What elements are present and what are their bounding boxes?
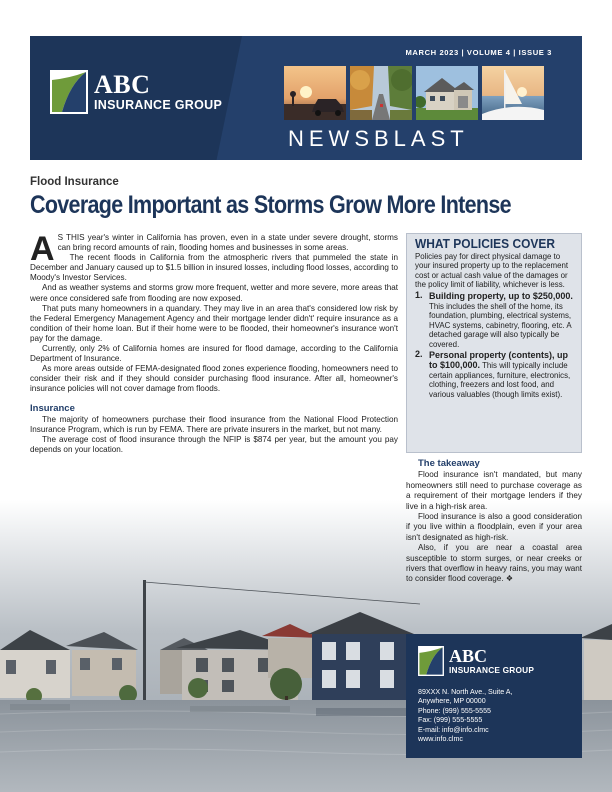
- contact-email[interactable]: E-mail: info@info.clmc: [418, 725, 489, 734]
- coverage-item: [415, 291, 573, 350]
- logo-group-text: INSURANCE GROUP: [94, 97, 223, 112]
- article-paragraph: As more areas outside of FEMA-designated flood zones experience flooding, homeowners need to consider their risk and if they should consider purchasing flood insurance. After all, homeowner's insurance policies will not cover damage from floods.: [30, 364, 398, 394]
- coverage-item-text: This will typically include certain appliances, furniture, electronics, clothing, freezers and lost food, and various valuables (though limits exist).: [429, 361, 571, 399]
- contact-fax: Fax: (999) 555-5555: [418, 716, 483, 725]
- coverage-item-text: This includes the shell of the home, its foundation, plumbing, electrical systems, HVAC systems, cabinetry, flooring, etc. A detached garage will also typically be covered.: [429, 301, 572, 349]
- article-paragraph: Currently, only 2% of California homes are insured for flood damage, according to the California Department of Insurance.: [30, 344, 398, 364]
- contact-logo-group: INSURANCE GROUP: [449, 665, 535, 675]
- coverage-list: [415, 291, 573, 400]
- takeaway-section: [406, 459, 582, 585]
- contact-address-line1: 89XXX N. North Ave., Suite A,: [418, 688, 513, 696]
- sunset-car-photo: [284, 66, 346, 120]
- house-photo: [416, 66, 478, 120]
- contact-logo-abc: ABC: [449, 646, 488, 666]
- contact-box: [406, 634, 582, 758]
- coverage-item: [415, 350, 573, 400]
- contact-website[interactable]: www.info.clmc: [418, 735, 463, 744]
- coverage-item-heading: Building property, up to $250,000.: [429, 290, 573, 301]
- article-paragraph: A S THIS year's winter in California has proven, even in a state under severe drought, storms can bring record amounts of rain, flooding homes and businesses in some areas.: [30, 230, 398, 268]
- coverage-item-number: 2.: [415, 348, 423, 359]
- article-body: [30, 230, 398, 455]
- company-logo: [50, 70, 222, 114]
- issue-line: MARCH 2023 | VOLUME 4 | ISSUE 3: [405, 48, 552, 57]
- abc-swoosh-icon: [50, 70, 88, 114]
- article-paragraph: The average cost of flood insurance through the NFIP is $874 per year, but the amount you pay depends on your location.: [30, 434, 398, 454]
- masthead-banner: [30, 36, 582, 160]
- takeaway-paragraph: Flood insurance isn't mandated, but many homeowners still need to purchase coverage as a requirement of their mortgage lenders if they live in a high-risk area.: [406, 470, 582, 511]
- article-paragraph: The recent floods in California from the atmospheric rivers that pummeled the state in December and January caused up to $1.5 billion in insured losses, including flood losses, according to Moody's Investor Services.: [30, 253, 398, 283]
- contact-logo: [418, 646, 570, 676]
- insurance-subheading: Insurance: [30, 402, 75, 414]
- takeaway-heading: The takeaway: [418, 458, 480, 469]
- contact-phone: Phone: (999) 555-5555: [418, 706, 491, 715]
- sidebar-intro: Policies pay for direct physical damage to your insured property up to the replacement cost or actual cash value of the damages or the policy limit of liability, whichever is less.: [415, 251, 569, 290]
- masthead-photo-strip: [284, 66, 544, 120]
- policies-cover-sidebar: [406, 233, 582, 453]
- takeaway-paragraph: Also, if you are near a coastal area susceptible to storm surges, or near creeks or rivers that overflow in heavy rains, you may want to consider flood coverage. ❖: [406, 543, 582, 584]
- article-paragraph: And as weather systems and storms grow more frequent, wetter and more severe, more areas that were once considered safe from flooding are now exposed.: [30, 283, 398, 303]
- article-kicker: Flood Insurance: [30, 176, 119, 188]
- sidebar-title: WHAT POLICIES COVER: [415, 236, 555, 251]
- abc-swoosh-icon: [418, 646, 444, 676]
- contact-address-line2: Anywhere, MP 00000: [418, 697, 486, 706]
- coverage-item-heading: Personal property (contents), up to $100,000.: [429, 349, 569, 371]
- sailboat-photo: [482, 66, 544, 120]
- takeaway-paragraph: Flood insurance is also a good consideration if you live within a floodplain, even if your area isn't designated as high-risk.: [406, 512, 582, 542]
- contact-details: [418, 688, 570, 744]
- article-paragraph: That puts many homeowners in a quandary. They may live in an area that's considered low risk by the Federal Emergency Management Agency and their mortgage lender didn't' require insurance as a condition of their home loan. But if their home were to be flooded, their homeowner's insurance won't pay for the damage.: [30, 303, 398, 343]
- article-paragraph: The majority of homeowners purchase their flood insurance from the National Flood Protection Insurance Program, which is run by FEMA. There are private insurers in the market, but not many.: [30, 414, 398, 434]
- drop-cap: A: [30, 230, 55, 268]
- logo-abc-text: ABC: [94, 69, 151, 99]
- article-headline: Coverage Important as Storms Grow More Intense: [30, 191, 511, 219]
- coverage-item-number: 1.: [415, 289, 423, 300]
- road-trees-photo: [350, 66, 412, 120]
- newsletter-name: NEWSBLAST: [288, 126, 469, 151]
